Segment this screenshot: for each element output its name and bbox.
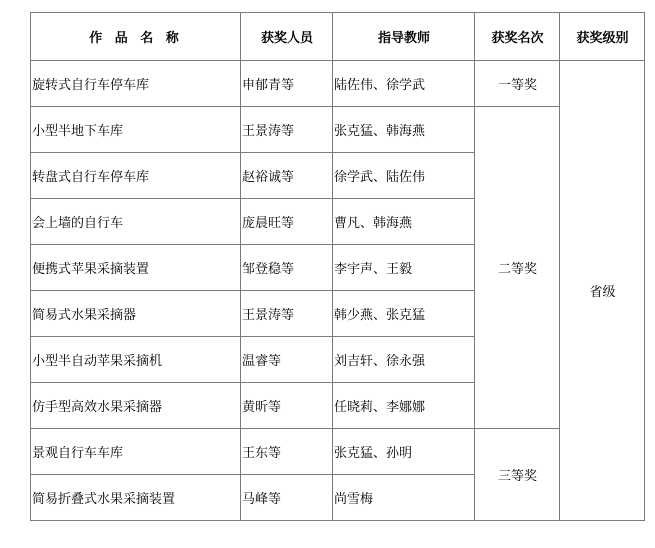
cell-rank-third: 三等奖	[475, 429, 560, 521]
cell-winners: 王东等	[241, 429, 333, 475]
header-teacher: 指导教师	[333, 13, 475, 61]
cell-name: 景观自行车车库	[31, 429, 241, 475]
cell-name: 小型半地下车库	[31, 107, 241, 153]
cell-winners: 庞晨旺等	[241, 199, 333, 245]
cell-name: 简易式水果采摘器	[31, 291, 241, 337]
cell-teacher: 陆佐伟、徐学武	[333, 61, 475, 107]
header-winners: 获奖人员	[241, 13, 333, 61]
cell-teacher: 曹凡、韩海燕	[333, 199, 475, 245]
cell-teacher: 张克猛、韩海燕	[333, 107, 475, 153]
cell-name: 小型半自动苹果采摘机	[31, 337, 241, 383]
header-name: 作 品 名 称	[31, 13, 241, 61]
cell-name: 转盘式自行车停车库	[31, 153, 241, 199]
cell-name: 旋转式自行车停车库	[31, 61, 241, 107]
cell-winners: 邹登稳等	[241, 245, 333, 291]
awards-table	[30, 12, 645, 521]
cell-name: 简易折叠式水果采摘装置	[31, 475, 241, 521]
cell-name: 会上墙的自行车	[31, 199, 241, 245]
header-level: 获奖级别	[560, 13, 645, 61]
cell-name: 仿手型高效水果采摘器	[31, 383, 241, 429]
cell-teacher: 韩少燕、张克猛	[333, 291, 475, 337]
cell-name: 便携式苹果采摘装置	[31, 245, 241, 291]
cell-level: 省级	[560, 61, 645, 521]
cell-teacher: 李宇声、王毅	[333, 245, 475, 291]
cell-winners: 申郁青等	[241, 61, 333, 107]
cell-teacher: 徐学武、陆佐伟	[333, 153, 475, 199]
cell-winners: 温睿等	[241, 337, 333, 383]
cell-teacher: 张克猛、孙明	[333, 429, 475, 475]
cell-winners: 王景涛等	[241, 291, 333, 337]
header-row	[31, 13, 645, 61]
cell-winners: 马峰等	[241, 475, 333, 521]
cell-rank-first: 一等奖	[475, 61, 560, 107]
cell-teacher: 尚雪梅	[333, 475, 475, 521]
header-rank: 获奖名次	[475, 13, 560, 61]
table-row	[31, 61, 645, 107]
awards-table-container	[30, 12, 645, 521]
cell-teacher: 刘吉轩、徐永强	[333, 337, 475, 383]
cell-winners: 黄昕等	[241, 383, 333, 429]
table-row	[31, 429, 645, 475]
table-row	[31, 107, 645, 153]
cell-rank-second: 二等奖	[475, 107, 560, 429]
cell-winners: 赵裕诚等	[241, 153, 333, 199]
cell-teacher: 任晓莉、李娜娜	[333, 383, 475, 429]
cell-winners: 王景涛等	[241, 107, 333, 153]
